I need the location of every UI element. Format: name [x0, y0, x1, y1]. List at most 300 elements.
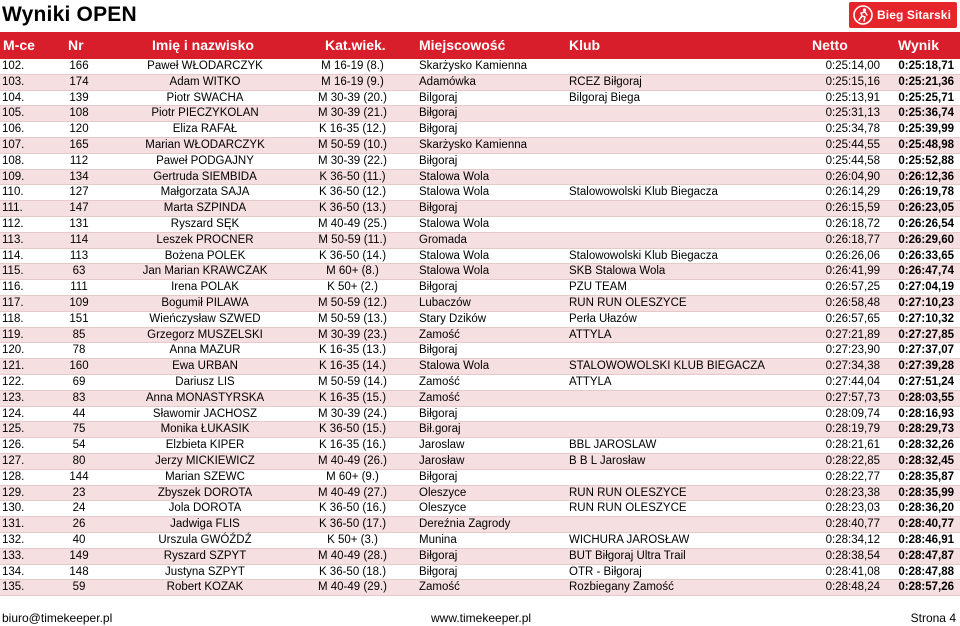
cell-pos: 130. [2, 502, 25, 515]
results-table-body [0, 59, 960, 596]
cell-nr: 26 [72, 518, 86, 531]
cell-netto: 0:25:34,78 [825, 123, 880, 136]
table-row [0, 154, 960, 170]
cell-nr: 75 [72, 423, 86, 436]
cell-name: Sławomir JACHOSZ [152, 407, 258, 420]
cell-nr: 44 [72, 407, 86, 420]
cell-town: Zamość [419, 375, 460, 388]
cell-name: Ryszard SĘK [170, 217, 240, 230]
cell-wynik: 0:25:52,88 [898, 154, 954, 167]
cell-name: Grzegorz MUSZELSKI [147, 328, 263, 341]
cell-nr: 127 [69, 186, 89, 199]
cell-town: Stalowa Wola [419, 360, 490, 373]
cell-pos: 128. [2, 470, 25, 483]
cell-name: Bogumił PILAWA [161, 296, 249, 309]
table-row [0, 470, 960, 486]
cell-club: Rozbiegany Zamość [569, 581, 674, 594]
cell-nr: 114 [69, 233, 89, 246]
cell-netto: 0:25:15,16 [825, 75, 880, 88]
cell-wynik: 0:28:57,26 [898, 581, 954, 594]
cell-name: Małgorzata SAJA [160, 186, 250, 199]
cell-nr: 69 [72, 375, 86, 388]
cell-pos: 112. [2, 217, 24, 230]
cell-pos: 129. [2, 486, 25, 499]
cell-town: Stalowa Wola [419, 170, 490, 183]
cell-cat: M 30-39 (24.) [317, 407, 388, 420]
cell-nr: 147 [69, 202, 89, 215]
cell-cat: K 36-50 (14.) [318, 249, 387, 262]
table-row [0, 501, 960, 517]
table-row [0, 375, 960, 391]
table-row [0, 75, 960, 91]
cell-name: Paweł WŁODARCZYK [147, 60, 263, 72]
cell-wynik: 0:28:29,73 [898, 423, 954, 436]
results-table-header [0, 32, 960, 59]
cell-name: Leszek PROCNER [156, 233, 254, 246]
cell-name: Jola DOROTA [168, 502, 242, 515]
cell-netto: 0:28:38,54 [825, 549, 880, 562]
cell-pos: 126. [2, 439, 25, 452]
table-row [0, 359, 960, 375]
cell-cat: M 16-19 (9.) [321, 75, 384, 88]
cell-pos: 133. [2, 549, 25, 562]
cell-cat: M 30-39 (20.) [317, 91, 388, 104]
cell-cat: K 36-50 (13.) [318, 202, 387, 215]
cell-town: Biłgoraj [419, 407, 458, 420]
cell-wynik: 0:28:47,88 [898, 565, 954, 578]
table-row [0, 533, 960, 549]
cell-name: Irena POLAK [171, 281, 239, 294]
runner-logo-icon [853, 5, 873, 25]
cell-cat: M 16-19 (8.) [321, 60, 384, 72]
cell-pos: 127. [2, 454, 25, 467]
page-title: Wyniki OPEN [2, 3, 137, 26]
table-row [0, 454, 960, 470]
cell-netto: 0:26:04,90 [825, 170, 880, 183]
cell-pos: 123. [2, 391, 25, 404]
cell-club: SKB Stalowa Wola [569, 265, 666, 278]
cell-wynik: 0:28:32,45 [898, 454, 954, 467]
cell-cat: K 36-50 (12.) [318, 186, 387, 199]
cell-wynik: 0:25:39,99 [898, 123, 954, 136]
cell-wynik: 0:26:19,78 [898, 186, 954, 199]
cell-netto: 0:27:23,90 [825, 344, 880, 357]
cell-cat: M 40-49 (25.) [317, 217, 388, 230]
cell-nr: 23 [72, 486, 86, 499]
cell-wynik: 0:28:47,87 [898, 549, 954, 562]
cell-nr: 80 [72, 454, 86, 467]
cell-name: Anna MAZUR [169, 344, 241, 357]
cell-wynik: 0:27:27,85 [898, 328, 954, 341]
cell-club: Perła Ułazów [569, 312, 637, 325]
cell-cat: K 50+ (3.) [327, 533, 378, 546]
cell-cat: M 40-49 (26.) [317, 454, 388, 467]
cell-town: Bilgoraj [419, 91, 458, 104]
cell-name: Jan Marian KRAWCZAK [142, 265, 268, 278]
cell-cat: K 36-50 (18.) [318, 565, 387, 578]
cell-wynik: 0:27:10,32 [898, 312, 954, 325]
cell-cat: K 36-50 (15.) [318, 423, 387, 436]
cell-nr: 112 [69, 154, 89, 167]
cell-cat: M 50-59 (14.) [317, 375, 388, 388]
cell-club: RCEZ Biłgoraj [569, 75, 642, 88]
cell-nr: 24 [72, 502, 86, 515]
cell-netto: 0:28:23,38 [825, 486, 880, 499]
cell-cat: M 40-49 (29.) [317, 581, 388, 594]
cell-nr: 83 [72, 391, 86, 404]
cell-pos: 119. [2, 328, 24, 341]
cell-town: Adamówka [419, 75, 476, 88]
cell-cat: K 16-35 (16.) [318, 439, 387, 452]
cell-netto: 0:26:57,25 [825, 281, 880, 294]
cell-nr: 148 [69, 565, 89, 578]
cell-netto: 0:26:14,29 [825, 186, 880, 199]
cell-name: Monika ŁUKASIK [160, 423, 250, 436]
cell-netto: 0:27:34,38 [825, 360, 880, 373]
table-row [0, 517, 960, 533]
cell-wynik: 0:28:16,93 [898, 407, 954, 420]
cell-nr: 113 [69, 249, 89, 262]
cell-pos: 116. [2, 281, 24, 294]
cell-wynik: 0:25:48,98 [898, 138, 954, 151]
footer-website: www.timekeeper.pl [431, 611, 532, 625]
cell-pos: 122. [2, 375, 25, 388]
cell-club: PZU TEAM [569, 281, 627, 294]
table-row [0, 217, 960, 233]
table-row [0, 91, 960, 107]
cell-wynik: 0:25:36,74 [898, 107, 954, 120]
cell-name: Piotr PIECZYKOLAN [151, 107, 259, 120]
table-row [0, 233, 960, 249]
cell-pos: 108. [2, 154, 25, 167]
cell-netto: 0:25:14,00 [825, 60, 880, 72]
cell-netto: 0:28:09,74 [825, 407, 880, 420]
cell-netto: 0:26:15,59 [825, 202, 880, 215]
cell-name: Ewa URBAN [172, 360, 238, 373]
cell-netto: 0:26:57,65 [825, 312, 880, 325]
cell-netto: 0:28:22,85 [825, 454, 880, 467]
cell-nr: 63 [72, 265, 86, 278]
cell-cat: K 16-35 (15.) [318, 391, 387, 404]
cell-netto: 0:26:26,06 [825, 249, 880, 262]
cell-name: Robert KOZAK [166, 581, 244, 594]
cell-pos: 134. [2, 565, 25, 578]
cell-town: Biłgoraj [419, 202, 458, 215]
cell-netto: 0:28:21,61 [825, 439, 880, 452]
cell-netto: 0:25:44,58 [825, 154, 880, 167]
cell-wynik: 0:25:25,71 [898, 91, 954, 104]
footer-page-number: Strona 4 [910, 611, 956, 625]
table-row [0, 549, 960, 565]
cell-town: Dereźnia Zagrody [419, 518, 511, 531]
table-row [0, 280, 960, 296]
cell-cat: K 36-50 (16.) [318, 502, 387, 515]
table-row [0, 422, 960, 438]
cell-cat: M 40-49 (28.) [317, 549, 388, 562]
cell-pos: 124. [2, 407, 25, 420]
cell-netto: 0:28:23,03 [825, 502, 880, 515]
footer-email: biuro@timekeeper.pl [2, 611, 113, 625]
cell-cat: M 30-39 (21.) [317, 107, 388, 120]
cell-club: BBL JAROSLAW [569, 439, 657, 452]
cell-town: Jarosław [419, 454, 465, 467]
cell-nr: 149 [69, 549, 89, 562]
cell-pos: 110. [2, 186, 24, 199]
cell-pos: 104. [2, 91, 25, 104]
cell-name: Marian WŁODARCZYK [145, 138, 265, 151]
cell-wynik: 0:28:40,77 [898, 518, 954, 531]
col-header-town: Miejscowość [419, 37, 506, 53]
cell-wynik: 0:26:23,05 [898, 202, 954, 215]
cell-netto: 0:26:41,99 [825, 265, 880, 278]
cell-name: Marta SZPINDA [163, 202, 247, 215]
cell-netto: 0:25:31,13 [825, 107, 880, 120]
cell-name: Paweł PODGAJNY [156, 154, 254, 167]
cell-nr: 139 [69, 91, 89, 104]
cell-name: Marian SZEWC [165, 470, 245, 483]
cell-pos: 115. [2, 265, 24, 278]
cell-town: Biłgoraj [419, 470, 458, 483]
cell-name: Wieńczysław SZWED [149, 312, 261, 325]
cell-wynik: 0:28:03,55 [898, 391, 954, 404]
cell-netto: 0:25:13,91 [825, 91, 880, 104]
cell-club: Stalowowolski Klub Biegacza [569, 186, 718, 199]
cell-town: Stalowa Wola [419, 217, 490, 230]
col-header-cat: Kat.wiek. [325, 37, 386, 53]
cell-wynik: 0:26:47,74 [898, 265, 954, 278]
cell-nr: 131 [69, 217, 89, 230]
cell-wynik: 0:26:26,54 [898, 217, 954, 230]
cell-town: Oleszyce [419, 502, 467, 515]
cell-nr: 120 [69, 123, 89, 136]
col-header-netto: Netto [812, 37, 848, 53]
table-row [0, 312, 960, 328]
cell-pos: 111. [2, 202, 23, 215]
cell-cat: M 50-59 (11.) [318, 233, 387, 246]
cell-name: Justyna SZPYT [165, 565, 245, 578]
cell-town: Bił.goraj [419, 423, 461, 436]
cell-netto: 0:28:41,08 [825, 565, 880, 578]
cell-town: Biłgoraj [419, 549, 458, 562]
table-row [0, 122, 960, 138]
cell-name: Urszula GWÓŹDŹ [158, 533, 252, 546]
cell-town: Biłgoraj [419, 154, 458, 167]
cell-netto: 0:25:44,55 [825, 138, 880, 151]
cell-pos: 117. [2, 296, 24, 309]
cell-club: Stalowowolski Klub Biegacza [569, 249, 718, 262]
cell-cat: M 60+ (9.) [326, 470, 379, 483]
table-row [0, 185, 960, 201]
cell-pos: 113. [2, 233, 24, 246]
cell-town: Stary Dzików [419, 312, 487, 325]
cell-netto: 0:28:40,77 [825, 518, 880, 531]
cell-club: WICHURA JAROSŁAW [569, 533, 690, 546]
cell-netto: 0:28:48,24 [825, 581, 880, 594]
cell-pos: 103. [2, 75, 25, 88]
cell-netto: 0:27:21,89 [825, 328, 880, 341]
cell-town: Biłgoraj [419, 107, 458, 120]
cell-wynik: 0:27:39,28 [898, 360, 954, 373]
cell-cat: K 16-35 (13.) [318, 344, 387, 357]
cell-town: Biłgoraj [419, 281, 458, 294]
cell-wynik: 0:26:12,36 [898, 170, 954, 183]
cell-name: Dariusz LIS [175, 375, 235, 388]
cell-town: Skarżysko Kamienna [419, 138, 528, 151]
cell-nr: 165 [69, 138, 89, 151]
cell-netto: 0:26:18,72 [825, 217, 880, 230]
cell-wynik: 0:28:36,20 [898, 502, 954, 515]
cell-nr: 40 [72, 533, 86, 546]
cell-pos: 132. [2, 533, 25, 546]
cell-town: Stalowa Wola [419, 265, 490, 278]
cell-town: Zamość [419, 391, 460, 404]
cell-pos: 109. [2, 170, 25, 183]
cell-cat: K 16-35 (14.) [318, 360, 387, 373]
cell-cat: M 60+ (8.) [326, 265, 379, 278]
cell-nr: 59 [72, 581, 86, 594]
table-row [0, 328, 960, 344]
cell-pos: 135. [2, 581, 25, 594]
cell-cat: M 50-59 (13.) [317, 312, 388, 325]
col-header-nr: Nr [68, 37, 84, 53]
cell-town: Lubaczów [419, 296, 471, 309]
cell-wynik: 0:27:37,07 [898, 344, 954, 357]
cell-cat: K 36-50 (11.) [319, 170, 386, 183]
cell-name: Anna MONASTYRSKA [145, 391, 265, 404]
cell-name: Ryszard SZPYT [163, 549, 247, 562]
cell-club: ATTYLA [569, 375, 612, 388]
cell-cat: K 16-35 (12.) [318, 123, 387, 136]
col-header-name: Imię i nazwisko [152, 37, 254, 53]
cell-name: Jerzy MICKIEWICZ [155, 454, 255, 467]
table-row [0, 407, 960, 423]
table-row [0, 565, 960, 581]
table-row [0, 343, 960, 359]
cell-wynik: 0:28:35,87 [898, 470, 954, 483]
table-row [0, 391, 960, 407]
cell-club: RUN RUN OLESZYCE [569, 502, 687, 515]
table-row [0, 170, 960, 186]
cell-netto: 0:28:19,79 [825, 423, 880, 436]
cell-town: Stalowa Wola [419, 249, 490, 262]
cell-wynik: 0:25:18,71 [898, 60, 954, 72]
cell-netto: 0:27:57,73 [825, 391, 880, 404]
cell-wynik: 0:26:33,65 [898, 249, 954, 262]
table-row [0, 59, 960, 75]
cell-nr: 166 [69, 60, 89, 72]
cell-club: Bilgoraj Biega [569, 91, 640, 104]
cell-nr: 85 [72, 328, 86, 341]
table-row [0, 486, 960, 502]
cell-pos: 120. [2, 344, 25, 357]
col-header-pos: M-ce [3, 37, 35, 53]
cell-pos: 131. [2, 518, 25, 531]
cell-town: Skarżysko Kamienna [419, 60, 528, 72]
cell-name: Gertruda SIEMBIDA [153, 170, 257, 183]
cell-name: Elzbieta KIPER [165, 439, 245, 452]
cell-nr: 109 [69, 296, 89, 309]
cell-nr: 78 [72, 344, 86, 357]
cell-club: OTR - Biłgoraj [569, 565, 642, 578]
cell-nr: 151 [69, 312, 89, 325]
cell-pos: 118. [2, 312, 24, 325]
cell-town: Munina [419, 533, 457, 546]
table-row [0, 580, 960, 596]
cell-nr: 108 [69, 107, 89, 120]
cell-wynik: 0:27:04,19 [898, 281, 954, 294]
cell-nr: 111 [70, 281, 88, 294]
cell-town: Biłgoraj [419, 565, 458, 578]
table-row [0, 106, 960, 122]
cell-cat: K 50+ (2.) [327, 281, 378, 294]
cell-netto: 0:26:58,48 [825, 296, 880, 309]
cell-club: RUN RUN OLESZYCE [569, 486, 687, 499]
table-row [0, 138, 960, 154]
cell-town: Gromada [419, 233, 467, 246]
cell-name: Zbyszek DOROTA [157, 486, 253, 499]
cell-name: Adam WITKO [169, 75, 241, 88]
col-header-club: Klub [569, 37, 601, 53]
cell-club: RUN RUN OLESZYCE [569, 296, 687, 309]
cell-club: B B L Jarosław [569, 454, 646, 467]
cell-club: BUT Biłgoraj Ultra Trail [569, 549, 686, 562]
cell-club: ATTYLA [569, 328, 612, 341]
cell-netto: 0:26:18,77 [825, 233, 880, 246]
cell-pos: 125. [2, 423, 25, 436]
table-row [0, 249, 960, 265]
cell-cat: M 50-59 (12.) [317, 296, 388, 309]
table-row [0, 201, 960, 217]
cell-cat: M 30-39 (22.) [317, 154, 388, 167]
cell-pos: 121. [2, 360, 25, 373]
cell-wynik: 0:25:21,36 [898, 75, 954, 88]
cell-club: STALOWOWOLSKI KLUB BIEGACZA [569, 360, 765, 373]
cell-netto: 0:28:34,12 [825, 533, 880, 546]
cell-town: Biłgoraj [419, 344, 458, 357]
cell-wynik: 0:27:10,23 [898, 296, 954, 309]
cell-cat: M 50-59 (10.) [317, 138, 388, 151]
cell-pos: 102. [2, 60, 25, 72]
cell-pos: 114. [2, 249, 24, 262]
cell-nr: 160 [69, 360, 89, 373]
cell-nr: 174 [69, 75, 89, 88]
cell-netto: 0:28:22,77 [825, 470, 880, 483]
table-row [0, 296, 960, 312]
cell-wynik: 0:26:29,60 [898, 233, 954, 246]
cell-netto: 0:27:44,04 [825, 375, 880, 388]
cell-town: Stalowa Wola [419, 186, 490, 199]
cell-town: Zamość [419, 581, 460, 594]
cell-nr: 54 [72, 439, 86, 452]
table-row [0, 264, 960, 280]
cell-pos: 105. [2, 107, 25, 120]
cell-cat: K 36-50 (17.) [318, 518, 387, 531]
cell-wynik: 0:27:51,24 [898, 375, 954, 388]
cell-cat: M 30-39 (23.) [317, 328, 388, 341]
cell-town: Oleszyce [419, 486, 467, 499]
cell-name: Eliza RAFAŁ [172, 123, 238, 136]
cell-town: Biłgoraj [419, 123, 458, 136]
cell-town: Jaroslaw [419, 439, 465, 452]
cell-pos: 107. [2, 138, 25, 151]
event-logo [849, 2, 957, 28]
cell-name: Piotr SWACHA [166, 91, 244, 104]
cell-name: Bożena POLEK [164, 249, 246, 262]
cell-nr: 144 [69, 470, 89, 483]
cell-pos: 106. [2, 123, 25, 136]
cell-wynik: 0:28:46,91 [898, 533, 954, 546]
cell-nr: 134 [69, 170, 89, 183]
